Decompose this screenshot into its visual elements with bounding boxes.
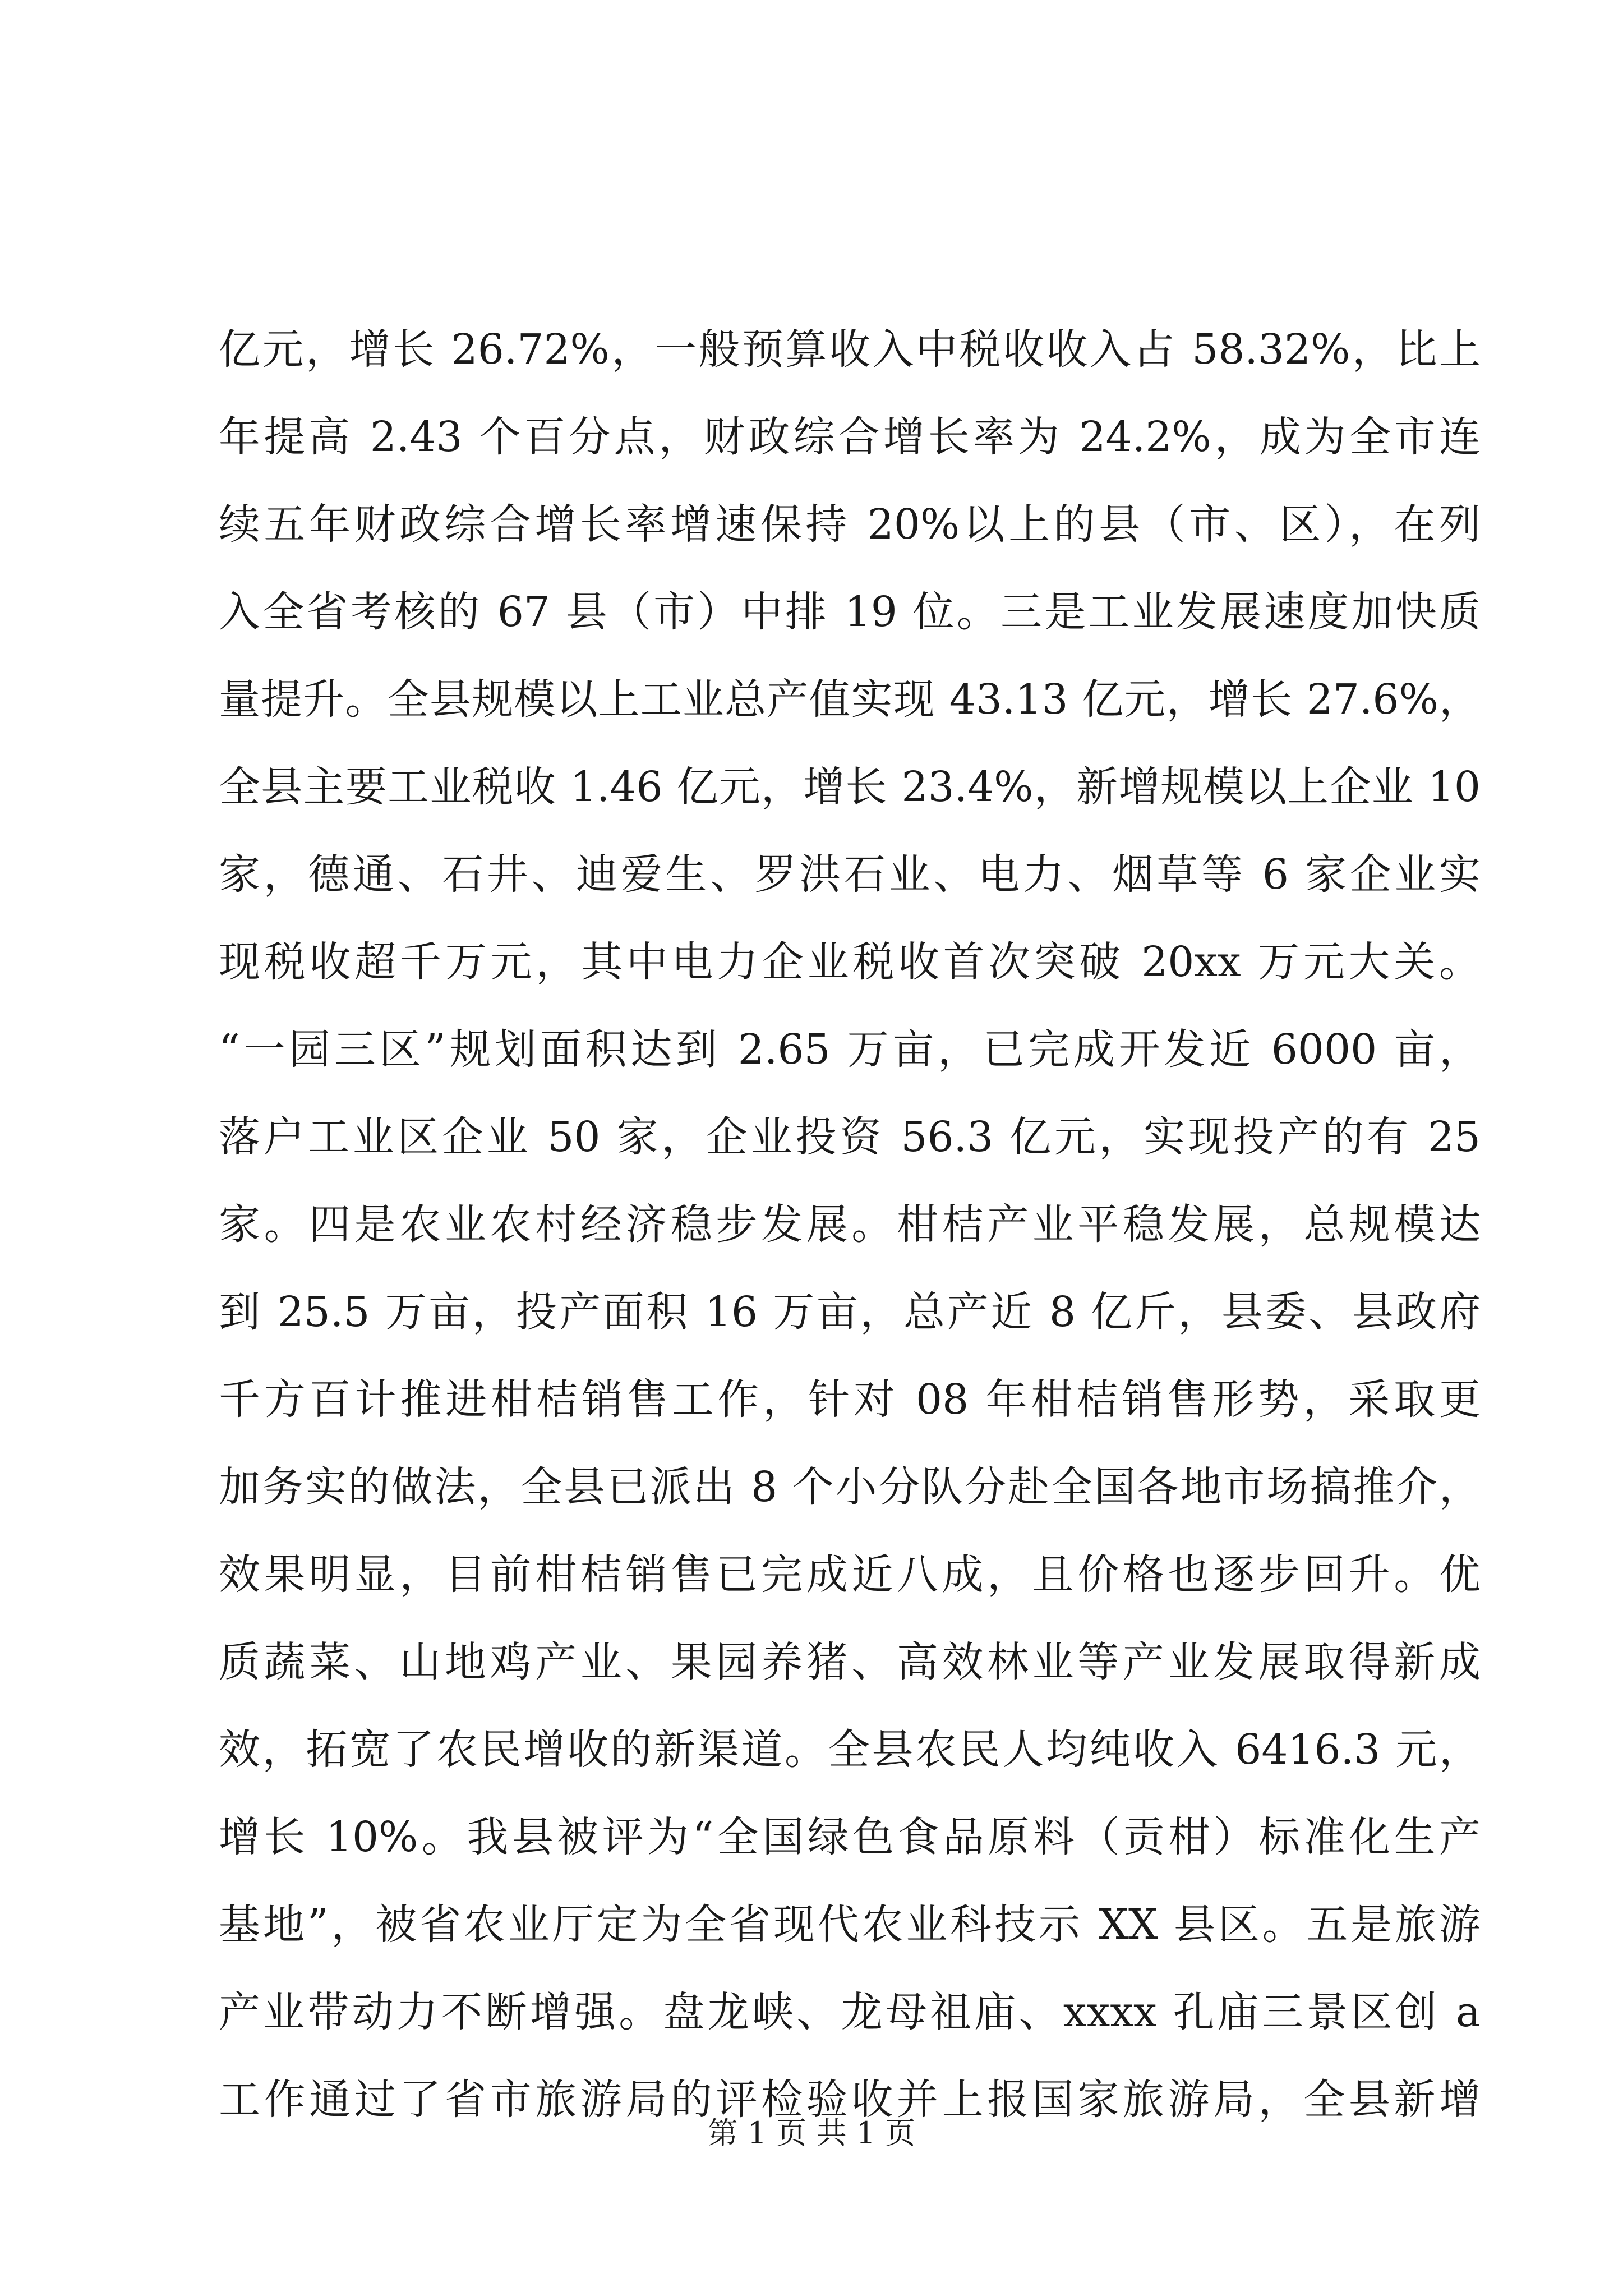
- text-line: “一园三区”规划面积达到 2.65 万亩，已完成开发近 6000 亩，: [219, 1025, 1481, 1074]
- text-line: 到 25.5 万亩，投产面积 16 万亩，总产近 8 亿斤，县委、县政府: [219, 1288, 1481, 1336]
- text-line: 亿元，增长 26.72%，一般预算收入中税收收入占 58.32%，比上: [219, 325, 1481, 374]
- text-line: 产业带动力不断增强。盘龙峡、龙母祖庙、xxxx 孔庙三景区创 a: [219, 1988, 1481, 2036]
- text-line: 量提升。全县规模以上工业总产值实现 43.13 亿元，增长 27.6%，: [219, 675, 1481, 724]
- text-line: 质蔬菜、山地鸡产业、果园养猪、高效林业等产业发展取得新成: [219, 1638, 1481, 1686]
- text-line: 现税收超千万元，其中电力企业税收首次突破 20xx 万元大关。: [219, 938, 1481, 986]
- text-line: 家。四是农业农村经济稳步发展。柑桔产业平稳发展，总规模达: [219, 1200, 1481, 1249]
- body-paragraph: [219, 306, 1481, 2143]
- text-line: 家，德通、石井、迪爱生、罗洪石业、电力、烟草等 6 家企业实: [219, 850, 1481, 899]
- text-line: 基地”，被省农业厅定为全省现代农业科技示 XX 县区。五是旅游: [219, 1901, 1481, 1949]
- text-line: 全县主要工业税收 1.46 亿元，增长 23.4%，新增规模以上企业 10: [219, 763, 1481, 811]
- text-line: 效果明显，目前柑桔销售已完成近八成，且价格也逐步回升。优: [219, 1550, 1481, 1599]
- page-footer: 第 1 页 共 1 页: [707, 2115, 916, 2151]
- text-line: 落户工业区企业 50 家，企业投资 56.3 亿元，实现投产的有 25: [219, 1113, 1481, 1161]
- text-line: 工作通过了省市旅游局的评检验收并上报国家旅游局，全县新增: [219, 2076, 1481, 2124]
- text-line: 增长 10%。我县被评为“全国绿色食品原料（贡柑）标准化生产: [219, 1813, 1481, 1861]
- text-line: 千方百计推进柑桔销售工作，针对 08 年柑桔销售形势，采取更: [219, 1375, 1481, 1424]
- text-line: 年提高 2.43 个百分点，财政综合增长率为 24.2%，成为全市连: [219, 413, 1481, 461]
- text-line: 效，拓宽了农民增收的新渠道。全县农民人均纯收入 6416.3 元，: [219, 1726, 1481, 1774]
- text-line: 续五年财政综合增长率增速保持 20%以上的县（市、区），在列: [219, 500, 1481, 549]
- text-line: 加务实的做法，全县已派出 8 个小分队分赴全国各地市场搞推介，: [219, 1463, 1481, 1511]
- text-line: 入全省考核的 67 县（市）中排 19 位。三是工业发展速度加快质: [219, 588, 1481, 636]
